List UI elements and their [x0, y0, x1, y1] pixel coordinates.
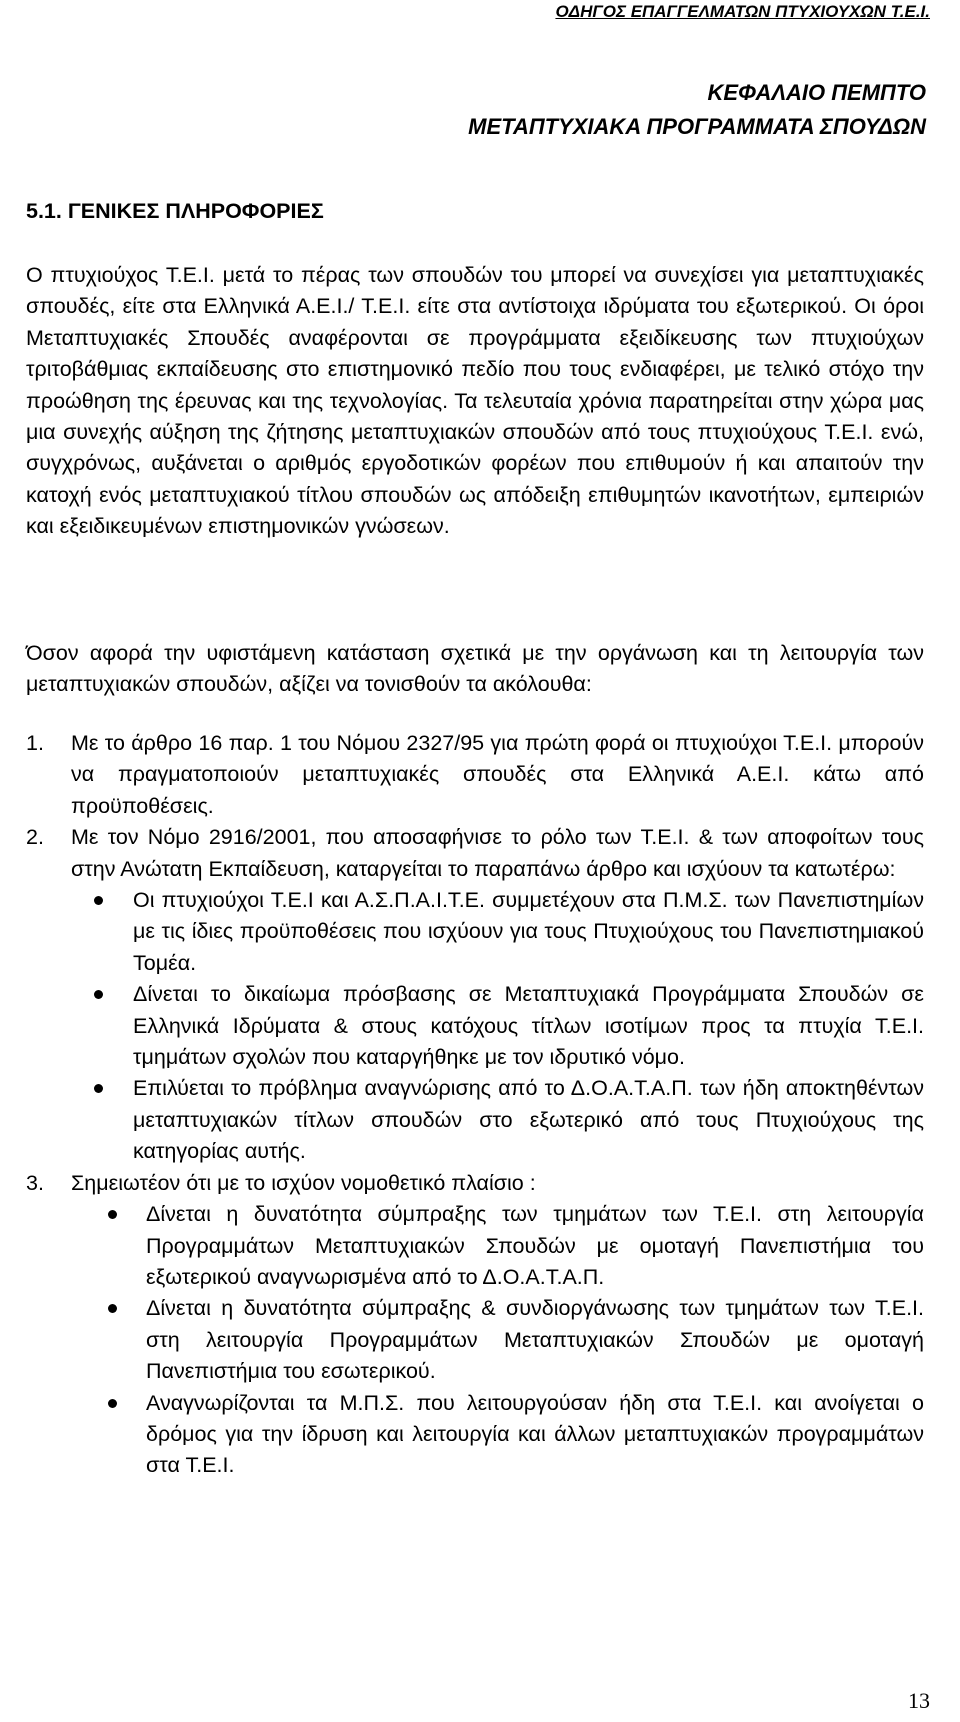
bullet-icon: [94, 1084, 103, 1093]
bullet-icon: [94, 896, 103, 905]
bullet-item: [26, 1199, 924, 1293]
bullet-item: [26, 1293, 924, 1387]
bullet-list-2: [26, 885, 924, 1168]
list-item-text: Με το άρθρο 16 παρ. 1 του Νόμου 2327/95 για πρώτη φορά οι πτυχιούχοι Τ.Ε.Ι. μπορούν να πραγματοποιούν μεταπτυχιακές σπουδές στα Ελληνικά Α.Ε.Ι. κάτω από προϋποθέσεις.: [71, 731, 924, 818]
bullet-list-3: [26, 1199, 924, 1482]
chapter-heading: [468, 76, 926, 144]
intro-paragraph: Ο πτυχιούχος Τ.Ε.Ι. μετά το πέρας των σπουδών του μπορεί να συνεχίσει για μεταπτυχιακές σπουδές, είτε στα Ελληνικά Α.Ε.Ι./ Τ.Ε.Ι. είτε στα αντίστοιχα ιδρύματα του εξωτερικού. Οι όροι Μεταπτυχιακές Σπουδές αναφέρονται σε προγράμματα εξειδίκευσης των πτυχιούχων τριτοβάθμιας εκπαίδευσης στο επιστημονικό πεδίο που τους ενδιαφέρει, με τελικό στόχο την προώθηση της έρευνας και της τεχνολογίας. Τα τελευταία χρόνια παρατηρείται στην χώρα μας μια συνεχής αύξηση της ζήτησης μεταπτυχιακών σπουδών από τους πτυχιούχους Τ.Ε.Ι. ενώ, συγχρόνως, αυξάνεται ο αριθμός εργοδοτικών φορέων που επιθυμούν ή και απαιτούν την κατοχή ενός μεταπτυχιακού τίτλου σπουδών ως απόδειξη επιθυμητών ικανοτήτων, εμπειριών και εξειδικευμένων επιστημονικών γνώσεων.: [26, 263, 924, 539]
list-item-text: Σημειωτέον ότι με το ισχύον νομοθετικό πλαίσιο :: [71, 1170, 536, 1195]
list-number: 3.: [26, 1170, 44, 1195]
bullet-item: [26, 885, 924, 979]
list-item-2: [26, 822, 924, 885]
summary-paragraph: Όσον αφορά την υφιστάμενη κατάσταση σχετικά με την οργάνωση και τη λειτουργία των μεταπτυχιακών σπουδών, αξίζει να τονισθούν τα ακόλουθα:: [26, 641, 924, 697]
bullet-icon: [94, 990, 103, 999]
bullet-text: Οι πτυχιούχοι Τ.Ε.Ι και Α.Σ.Π.Α.Ι.Τ.Ε. συμμετέχουν στα Π.Μ.Σ. των Πανεπιστημίων με τις ίδιες προϋποθέσεις που ισχύουν για τους Πτυχιούχους του Πανεπιστημιακού Τομέα.: [133, 888, 924, 975]
list-number: 2.: [26, 825, 44, 850]
list-item-text: Με τον Νόμο 2916/2001, που αποσαφήνισε το ρόλο των Τ.Ε.Ι. & των αποφοίτων τους στην Ανώτατη Εκπαίδευση, καταργείται το παραπάνω άρθρο και ισχύουν τα κατωτέρω:: [71, 825, 924, 881]
bullet-item: [26, 1073, 924, 1167]
bullet-item: [26, 979, 924, 1073]
chapter-title: ΜΕΤΑΠΤΥΧΙΑΚΑ ΠΡΟΓΡΑΜΜΑΤΑ ΣΠΟΥΔΩΝ: [468, 114, 926, 139]
bullet-icon: [108, 1399, 117, 1408]
bullet-text: Δίνεται η δυνατότητα σύμπραξης των τμημάτων των Τ.Ε.Ι. στη λειτουργία Προγραμμάτων Μεταπτυχιακών Σπουδών με ομοταγή Πανεπιστήμια του εξωτερικού αναγνωρισμένα από το Δ.Ο.Α.Τ.Α.Π.: [146, 1202, 924, 1289]
chapter-number: ΚΕΦΑΛΑΙΟ ΠΕΜΠΤΟ: [707, 80, 926, 105]
bullet-text: Αναγνωρίζονται τα Μ.Π.Σ. που λειτουργούσαν ήδη στα Τ.Ε.Ι. και ανοίγεται ο δρόμος για την ίδρυση και λειτουργία και άλλων μεταπτυχιακών προγραμμάτων στα Τ.Ε.Ι.: [146, 1390, 924, 1478]
bullet-icon: [108, 1210, 117, 1219]
list-number: 1.: [26, 731, 44, 755]
bullet-text: Επιλύεται το πρόβλημα αναγνώρισης από το Δ.Ο.Α.Τ.Α.Π. των ήδη αποκτηθέντων μεταπτυχιακών τίτλων σπουδών στο εξωτερικό από τους Πτυχιούχους της κατηγορίας αυτής.: [133, 1076, 924, 1164]
bullet-item: [26, 1388, 924, 1482]
page-number: 13: [908, 1688, 930, 1713]
bullet-text: Δίνεται η δυνατότητα σύμπραξης & συνδιοργάνωσης των τμημάτων των Τ.Ε.Ι. στη λειτουργία Προγραμμάτων Μεταπτυχιακών Σπουδών με ομοταγή Πανεπιστήμια του εσωτερικού.: [146, 1296, 924, 1384]
bullet-text: Δίνεται το δικαίωμα πρόσβασης σε Μεταπτυχιακά Προγράμματα Σπουδών σε Ελληνικά Ιδρύματα & στους κατόχους τίτλων ισοτίμων προς τα πτυχία Τ.Ε.Ι. τμημάτων σχολών που καταργήθηκε με τον ιδρυτικό νόμο.: [133, 982, 924, 1070]
section-title: 5.1. ΓΕΝΙΚΕΣ ΠΛΗΡΟΦΟΡΙΕΣ: [26, 199, 324, 223]
list-item-1: [26, 728, 924, 822]
running-header: ΟΔΗΓΟΣ ΕΠΑΓΓΕΛΜΑΤΩΝ ΠΤΥΧΙΟΥΧΩΝ Τ.Ε.Ι.: [555, 2, 930, 21]
numbered-list: [26, 728, 924, 1482]
list-item-3: [26, 1168, 924, 1199]
bullet-icon: [108, 1304, 117, 1313]
